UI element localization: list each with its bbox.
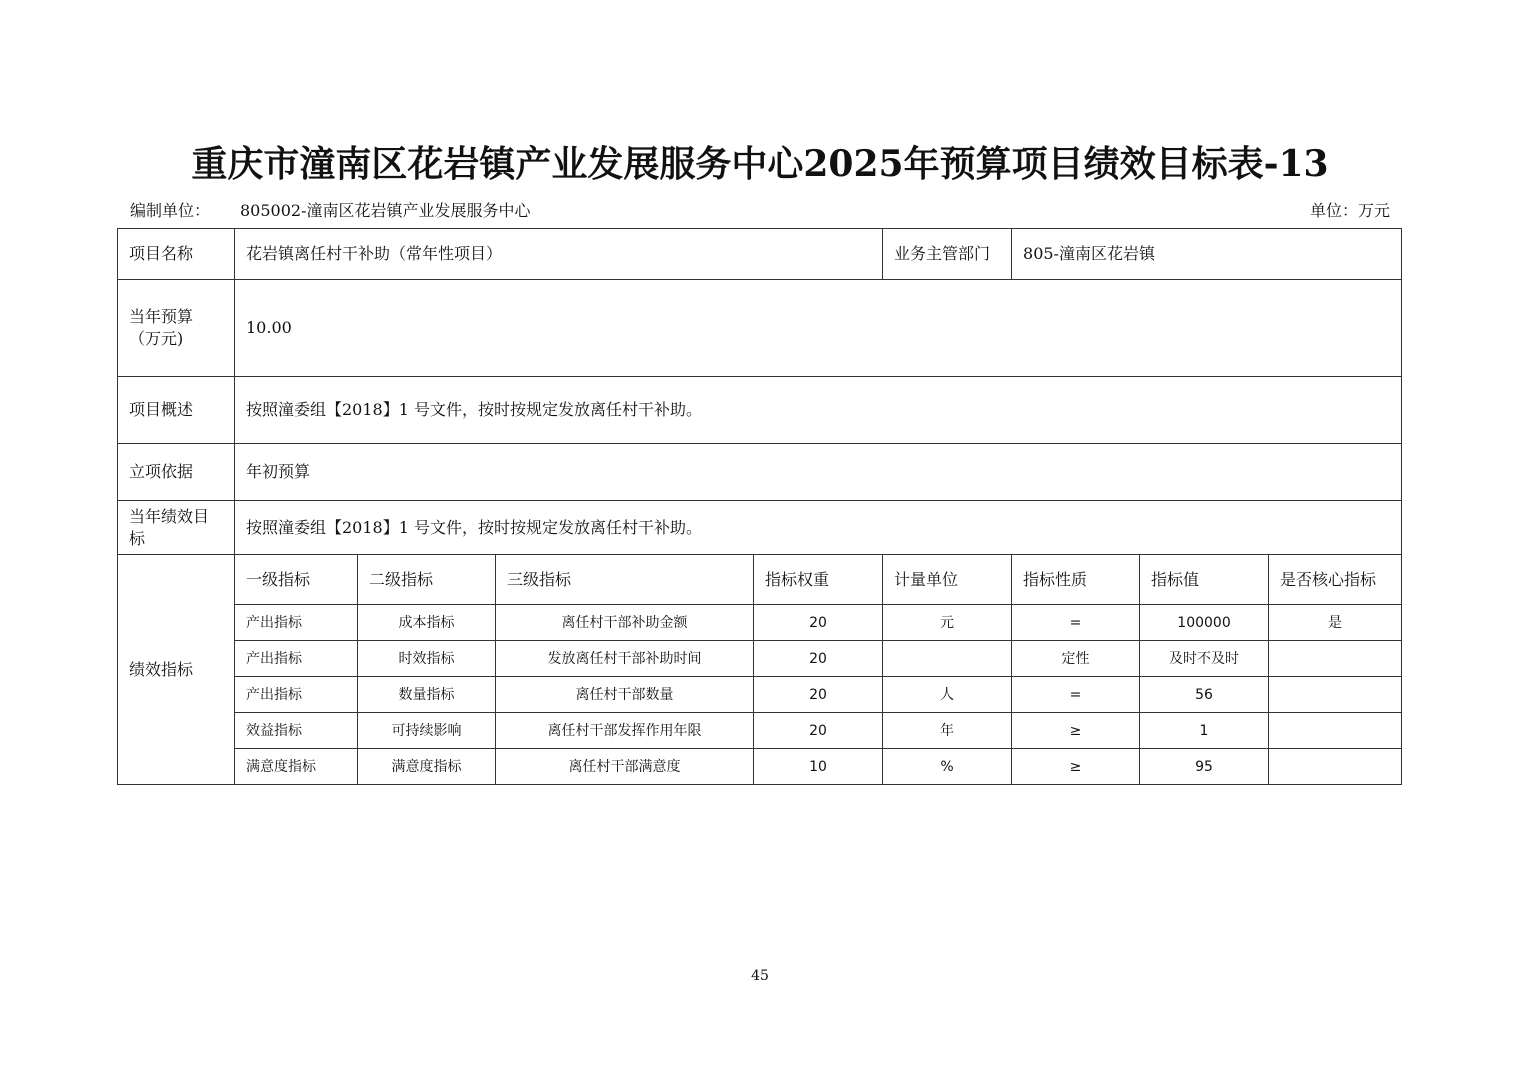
indicator-nature: = xyxy=(1012,677,1140,713)
indicator-nature: = xyxy=(1012,605,1140,641)
indicator-weight: 10 xyxy=(754,749,883,785)
indicator-core xyxy=(1269,749,1402,785)
indicator-level1: 满意度指标 xyxy=(235,749,358,785)
goal-value: 按照潼委组【2018】1 号文件，按时按规定发放离任村干补助。 xyxy=(235,501,1402,555)
header-level3: 三级指标 xyxy=(496,555,754,605)
compiling-unit-value: 805002-潼南区花岩镇产业发展服务中心 xyxy=(240,201,531,220)
indicator-value: 95 xyxy=(1140,749,1269,785)
basis-value: 年初预算 xyxy=(235,444,1402,501)
header-weight: 指标权重 xyxy=(754,555,883,605)
indicator-value: 及时不及时 xyxy=(1140,641,1269,677)
header-core: 是否核心指标 xyxy=(1269,555,1402,605)
indicator-unit xyxy=(883,641,1012,677)
indicator-nature: ≥ xyxy=(1012,749,1140,785)
table-row xyxy=(118,641,1402,677)
indicator-unit: % xyxy=(883,749,1012,785)
indicator-level2: 成本指标 xyxy=(358,605,496,641)
indicator-level3: 发放离任村干部补助时间 xyxy=(496,641,754,677)
indicator-unit: 年 xyxy=(883,713,1012,749)
indicator-level1: 产出指标 xyxy=(235,605,358,641)
overview-label: 项目概述 xyxy=(118,377,235,444)
indicator-core xyxy=(1269,641,1402,677)
page-title: 重庆市潼南区花岩镇产业发展服务中心2025年预算项目绩效目标表-13 xyxy=(191,143,1329,185)
indicator-weight: 20 xyxy=(754,677,883,713)
budget-label: 当年预算（万元) xyxy=(118,280,235,377)
header-level2: 二级指标 xyxy=(358,555,496,605)
page-number: 45 xyxy=(751,968,769,984)
indicator-level3: 离任村干部数量 xyxy=(496,677,754,713)
indicator-level1: 效益指标 xyxy=(235,713,358,749)
project-name-label: 项目名称 xyxy=(118,229,235,280)
overview-value: 按照潼委组【2018】1 号文件，按时按规定发放离任村干补助。 xyxy=(235,377,1402,444)
indicators-label: 绩效指标 xyxy=(118,555,235,785)
indicator-weight: 20 xyxy=(754,605,883,641)
indicator-nature: ≥ xyxy=(1012,713,1140,749)
indicator-unit: 元 xyxy=(883,605,1012,641)
project-name-value: 花岩镇离任村干补助（常年性项目） xyxy=(235,229,883,280)
indicator-level3: 离任村干部发挥作用年限 xyxy=(496,713,754,749)
header-unit: 计量单位 xyxy=(883,555,1012,605)
indicator-value: 56 xyxy=(1140,677,1269,713)
project-name-row xyxy=(118,229,1402,280)
indicator-core xyxy=(1269,677,1402,713)
indicator-value: 100000 xyxy=(1140,605,1269,641)
indicator-unit: 人 xyxy=(883,677,1012,713)
indicator-level2: 数量指标 xyxy=(358,677,496,713)
dept-label: 业务主管部门 xyxy=(883,229,1012,280)
indicator-level2: 满意度指标 xyxy=(358,749,496,785)
header-level1: 一级指标 xyxy=(235,555,358,605)
indicator-level1: 产出指标 xyxy=(235,677,358,713)
dept-value: 805-潼南区花岩镇 xyxy=(1012,229,1402,280)
performance-target-table xyxy=(117,228,1402,785)
indicator-header-row xyxy=(118,555,1402,605)
basis-label: 立项依据 xyxy=(118,444,235,501)
budget-row xyxy=(118,280,1402,377)
indicator-level1: 产出指标 xyxy=(235,641,358,677)
table-row xyxy=(118,605,1402,641)
overview-row xyxy=(118,377,1402,444)
indicator-value: 1 xyxy=(1140,713,1269,749)
indicator-level2: 时效指标 xyxy=(358,641,496,677)
indicator-nature: 定性 xyxy=(1012,641,1140,677)
table-row xyxy=(118,713,1402,749)
indicator-core: 是 xyxy=(1269,605,1402,641)
indicator-level3: 离任村干部满意度 xyxy=(496,749,754,785)
goal-row xyxy=(118,501,1402,555)
indicator-core xyxy=(1269,713,1402,749)
goal-label: 当年绩效目标 xyxy=(118,501,235,555)
header-value: 指标值 xyxy=(1140,555,1269,605)
indicator-level2: 可持续影响 xyxy=(358,713,496,749)
indicator-weight: 20 xyxy=(754,641,883,677)
money-unit-label: 单位：万元 xyxy=(1309,201,1390,220)
budget-value: 10.00 xyxy=(235,280,1402,377)
basis-row xyxy=(118,444,1402,501)
indicator-weight: 20 xyxy=(754,713,883,749)
header-nature: 指标性质 xyxy=(1012,555,1140,605)
indicator-level3: 离任村干部补助金额 xyxy=(496,605,754,641)
table-row xyxy=(118,677,1402,713)
table-row xyxy=(118,749,1402,785)
compiling-unit-label: 编制单位： xyxy=(130,201,211,220)
